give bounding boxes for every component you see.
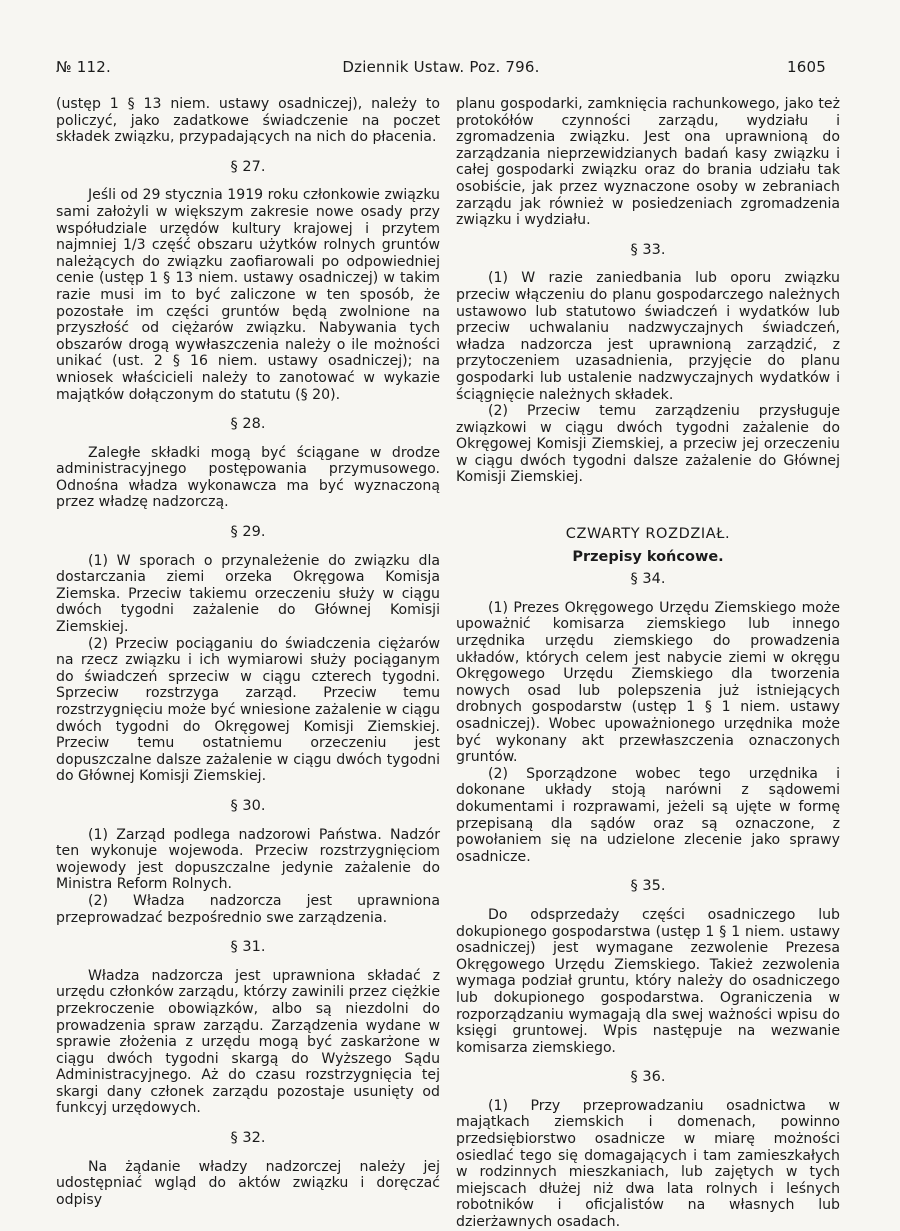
section-heading-27: § 27. [230, 158, 266, 175]
section-heading-36: § 36. [630, 1069, 666, 1086]
issue-number: № 112. [56, 58, 111, 76]
section-heading-30: § 30. [230, 797, 266, 814]
paragraph-30-1: (1) Zarząd podlega nadzorowi Państwa. Nadzór ten wykonuje wojewoda. Przeciw rozstrzygnięciom wojewody jest dopuszczalne jedynie zażalenie do Ministra Reform Rolnych. [56, 826, 440, 893]
paragraph-27: Jeśli od 29 stycznia 1919 roku członkowie związku sami założyli w większym zakresie nowe osady przy współudziale urzędów kultury krajowej i przytem najmniej 1/3 część obszaru użytków rolnych gruntów należących do związku zaofiarowali po odpowiedniej cenie (ustęp 1 § 13 niem. ustawy osadniczej) w takim razie musi im to być zaliczone w ten sposób, że pozostałe im części gruntów będą zwolnione na przyszłość od ciężarów związku. Nabywania tych obszarów drogą wywłaszczenia należy o ile możności unikać (ust. 2 § 16 niem. ustawy osadniczej); na wniosek właścicieli należy to zanotować w wykazie majątków dołączonym do statutu (§ 20). [56, 187, 440, 403]
journal-title: Dziennik Ustaw. Poz. 796. [342, 58, 540, 76]
paragraph-33-1: (1) W razie zaniedbania lub oporu związku przeciw włączeniu do planu gospodarczego należnych ustawowo lub statutowo świadczeń i wydatków lub przeciw uchwalaniu nadzwyczajnych świadczeń, władza nadzorcza jest uprawnioną zarządzić, z przytoczeniem uzasadnienia, przyjęcie do planu gospodarki lub ustalenie nadzwyczajnych wydatków i ściągnięcie należnych składek. [456, 270, 840, 403]
paragraph-34-1: (1) Prezes Okręgowego Urzędu Ziemskiego może upoważnić komisarza ziemskiego lub innego urzędnika urzędu ziemskiego do prowadzenia układów, których celem jest nabycie ziemi w okręgu Okręgowego Urzędu Ziemskiego dla tworzenia nowych osad lub polepszenia już istniejących drobnych gospodarstw (ustęp 1 § 1 niem. ustawy osadniczej). Wobec upoważnionego urzędnika może być wykonany akt przewłaszczenia oznaczonych gruntów. [456, 599, 840, 766]
left-column [56, 96, 440, 1208]
chapter-title: Przepisy końcowe. [572, 548, 724, 565]
right-column [456, 96, 840, 1231]
section-heading-32: § 32. [230, 1130, 266, 1147]
paragraph-32-continuation: planu gospodarki, zamknięcia rachunkowego, jako też protokółów czynności zarządu, wydziału i zgromadzenia związku. Jest ona uprawnioną do zarządzania nieprzewidzianych badań kasy związku i całej gospodarki związku oraz do brania udziału tak osobiście, jak przez wyznaczone osoby w zebraniach zarządu jak również w posiedzeniach zgromadzenia związku i wydziału. [456, 96, 840, 229]
paragraph-29-2: (2) Przeciw pociąganiu do świadczenia ciężarów na rzecz związku i ich wymiarowi służy pociąganym do świadczeń sprzeciw w ciągu czterech tygodni. Sprzeciw rozstrzyga zarząd. Przeciw temu rozstrzygnięciu może być wniesione zażalenie w ciągu dwóch tygodni do Okręgowej Komisji Ziemskiej. Przeciw temu ostatniemu orzeczeniu jest dopuszczalne dalsze zażalenie w ciągu dwóch tygodni do Głównej Komisji Ziemskiej. [56, 635, 440, 785]
paragraph-32: Na żądanie władzy nadzorczej należy jej udostępniać wgląd do aktów związku i doręczać odpisy [56, 1158, 440, 1208]
paragraph-30-2: (2) Władza nadzorcza jest uprawniona przeprowadzać bezpośrednio swe zarządzenia. [56, 892, 440, 926]
section-heading-35: § 35. [630, 878, 666, 895]
section-heading-31: § 31. [230, 939, 266, 956]
paragraph-29-1: (1) W sporach o przynależenie do związku dla dostarczania ziemi orzeka Okręgowa Komisja Ziemska. Przeciw takiemu orzeczeniu służy w ciągu dwóch tygodni zażalenie do Głównej Komisji Ziemskiej. [56, 552, 440, 636]
paragraph-continuation: (ustęp 1 § 13 niem. ustawy osadniczej), należy to policzyć, jako zadatkowe świadczenie na poczet składek związku, przypadających na nich do płacenia. [56, 96, 440, 146]
paragraph-33-2: (2) Przeciw temu zarządzeniu przysługuje związkowi w ciągu dwóch tygodni zażalenie do Okręgowej Komisji Ziemskiej, a przeciw jej orzeczeniu w ciągu dwóch tygodni dalsze zażalenie do Głównej Komisji Ziemskiej. [456, 403, 840, 486]
section-heading-34: § 34. [630, 571, 666, 588]
section-heading-33: § 33. [630, 241, 666, 258]
chapter-heading: CZWARTY ROZDZIAŁ. [565, 526, 731, 543]
paragraph-35: Do odsprzedaży części osadniczego lub dokupionego gospodarstwa (ustęp 1 § 1 niem. ustawy osadniczej) jest wymagane zezwolenie Prezesa Okręgowego Urzędu Ziemskiego. Takież zezwolenia wymaga podział gruntu, który należy do osadniczego lub dokupionego gospodarstwa. Ograniczenia w rozporządzaniu wymagają dla swej ważności wpisu do księgi gruntowej. Wpis następuje na wezwanie komisarza ziemskiego. [456, 906, 840, 1056]
page-number: 1605 [787, 58, 826, 76]
paragraph-28: Zaległe składki mogą być ściągane w drodze administracyjnego postępowania przymusowego. Odnośna władza wykonawcza ma być wyznaczoną przez władzę nadzorczą. [56, 444, 440, 511]
paragraph-34-2: (2) Sporządzone wobec tego urzędnika i dokonane układy stoją narówni z sądowemi dokumentami i rozprawami, jeżeli są ujęte w formę przepisaną dla sądów oraz są oznaczone, z powołaniem się na udzielone zlecenie jako sprawy osadnicze. [456, 765, 840, 865]
page-header [56, 58, 826, 80]
section-heading-29: § 29. [230, 524, 266, 541]
section-heading-28: § 28. [230, 416, 266, 433]
paragraph-31: Władza nadzorcza jest uprawniona składać z urzędu członków zarządu, którzy zawinili przez ciężkie przekroczenie obowiązków, albo są niezdolni do prowadzenia spraw zarządu. Zarządzenia wydane w sprawie złożenia z urzędu mogą być zaskarżone w ciągu dwóch tygodni skargą do Wyższego Sądu Administracyjnego. Aż do czasu rozstrzygnięcia tej skargi dany członek zarządu pozostaje usunięty od funkcyj urzędowych. [56, 967, 440, 1117]
paragraph-36: (1) Przy przeprowadzaniu osadnictwa w majątkach ziemskich i domenach, powinno przedsiębiorstwo osadnicze w miarę możności osiedlać tego się domagających i tam zamieszkałych w rodzinnych mieszkaniach, lub zajętych w tych miejscach dłużej niż dwa lata rolnych i leśnych robotników i oficjalistów na własnych lub dzierżawnych osadach. [456, 1097, 840, 1231]
